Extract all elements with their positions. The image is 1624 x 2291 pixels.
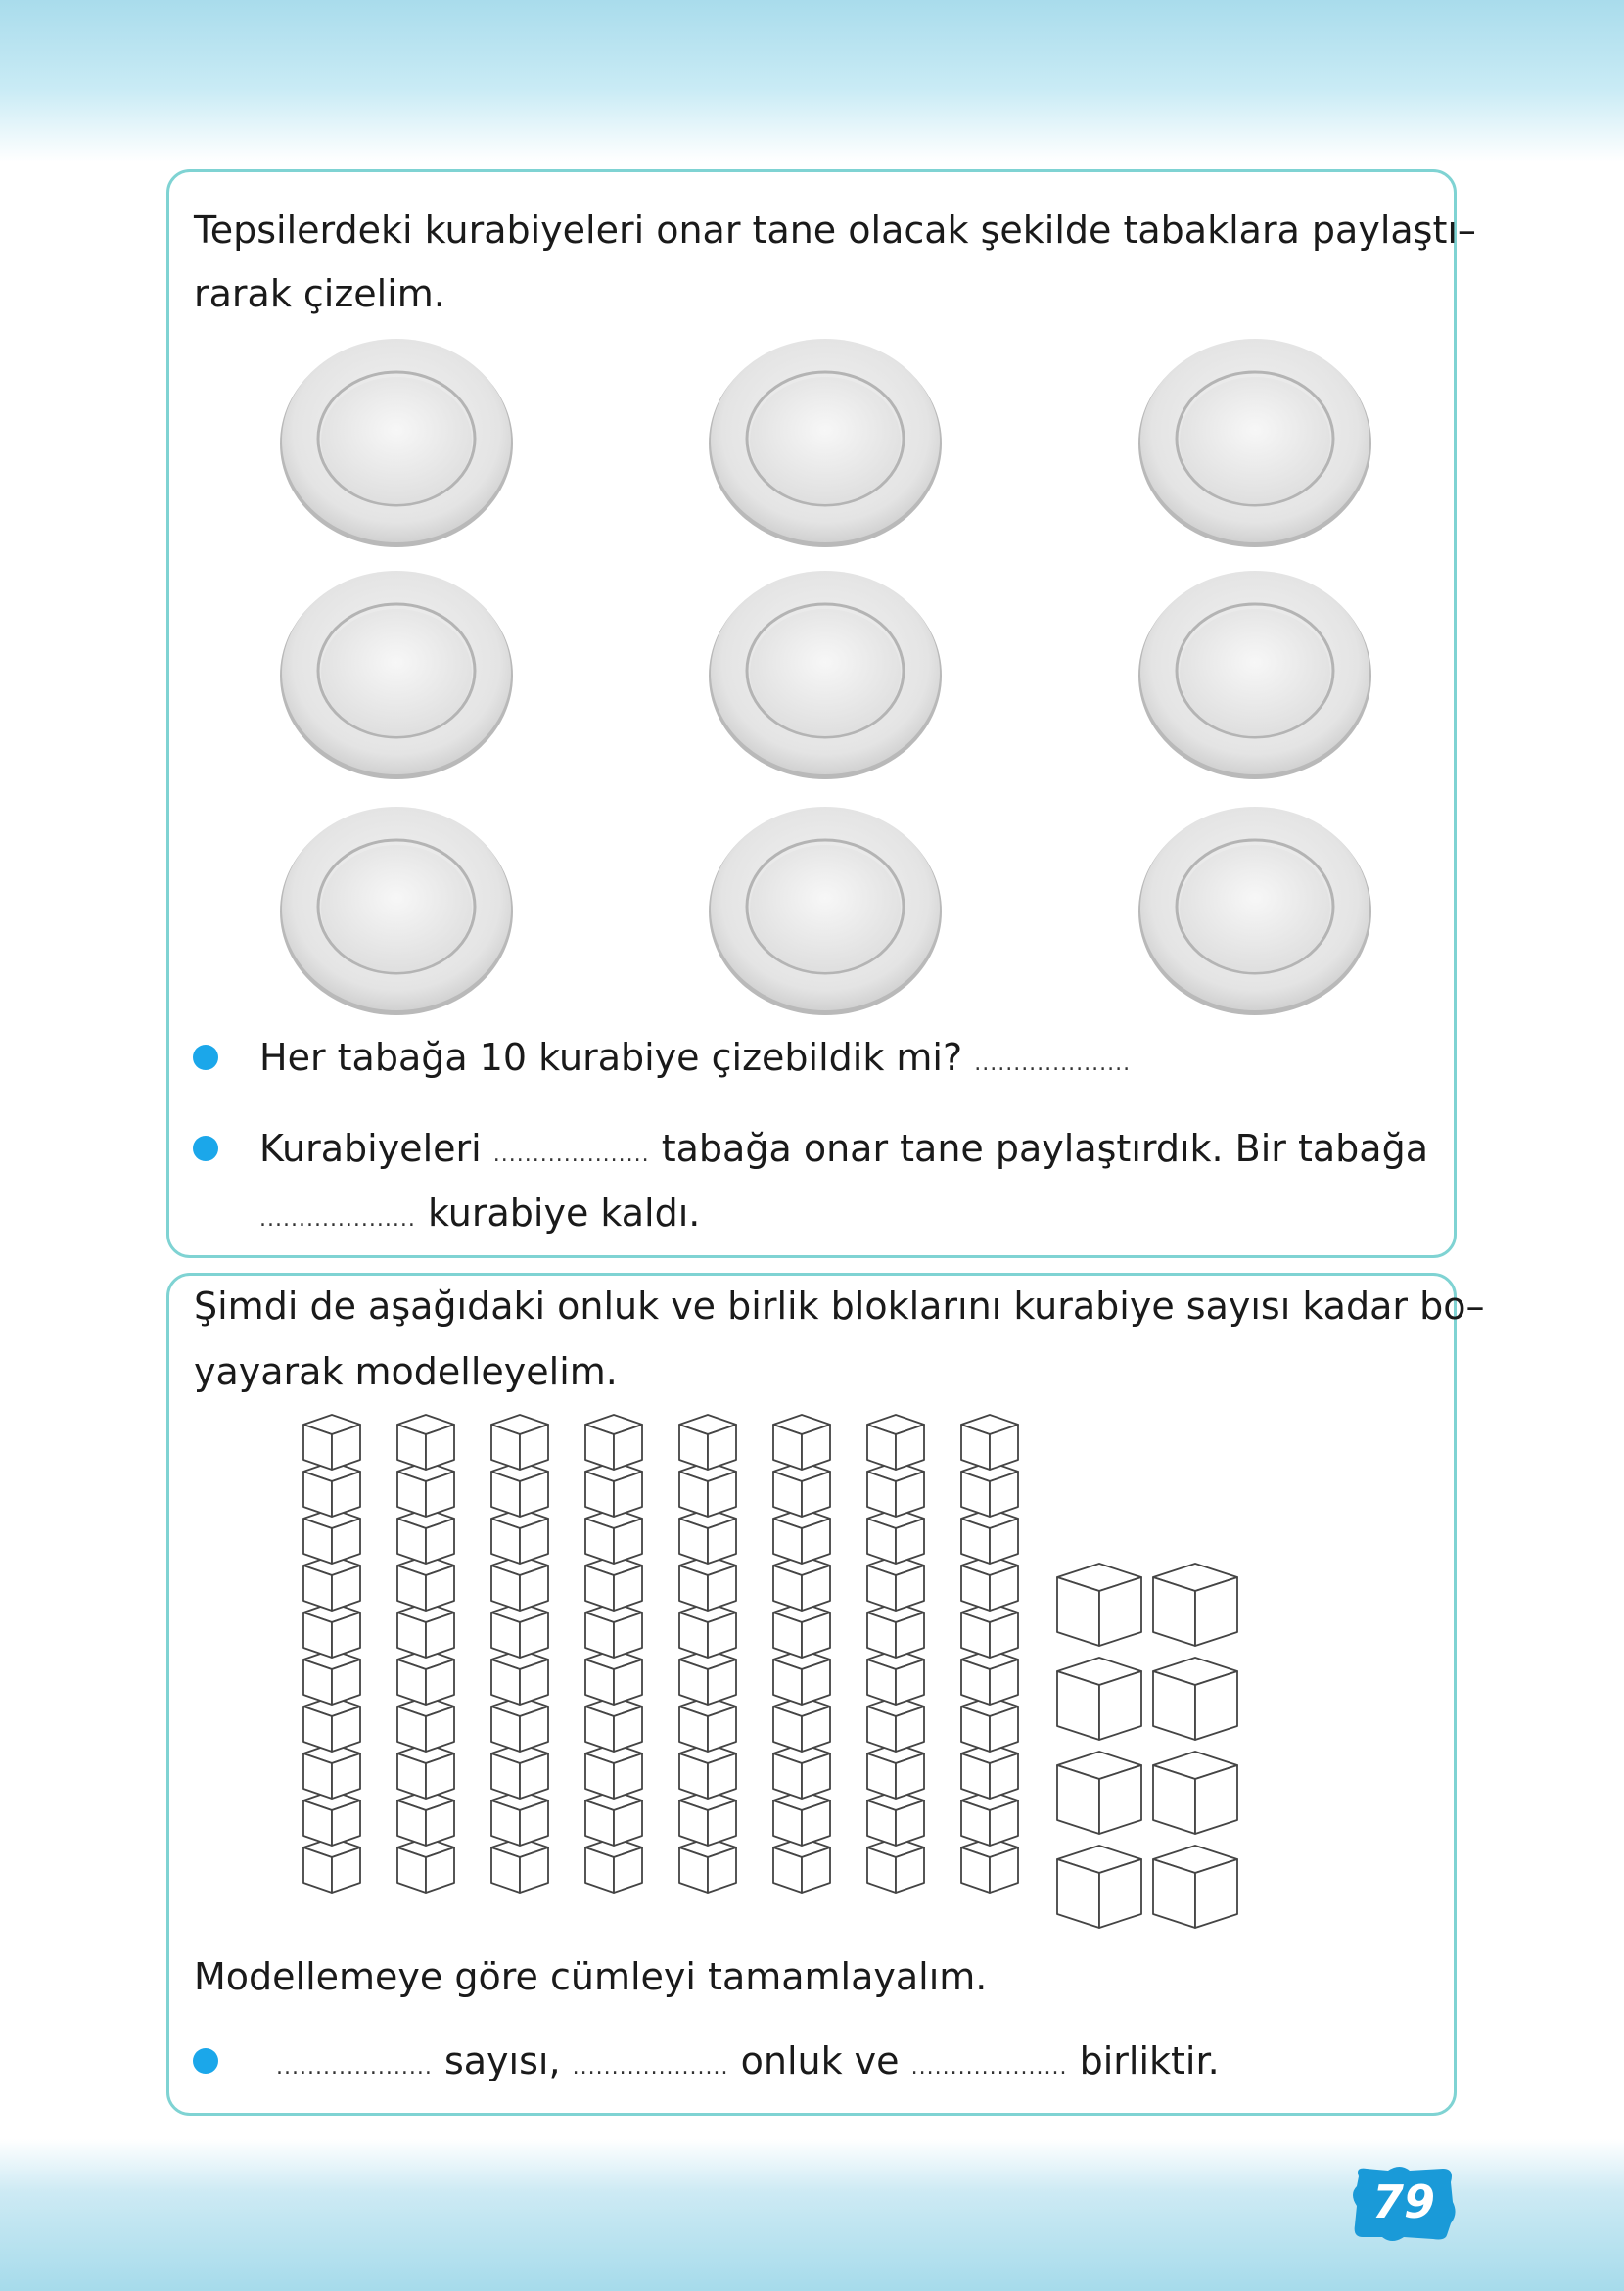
answer-blank[interactable]: .................... [910,2055,1068,2080]
rod-cube[interactable] [397,1415,454,1470]
plate-6[interactable] [1136,565,1374,782]
unit-cube-5[interactable] [1057,1752,1141,1834]
base-ten-blocks[interactable] [294,1405,1253,1939]
top-color-band [0,0,1624,162]
unit-cube-1[interactable] [1057,1564,1141,1646]
ten-rod-7[interactable] [867,1415,924,1893]
answer-blank[interactable]: .................... [492,1143,650,1167]
unit-cube-7[interactable] [1057,1846,1141,1928]
question-1 [259,1026,1131,1096]
unit-cube-2[interactable] [1153,1564,1237,1646]
rod-cube[interactable] [585,1415,642,1470]
sentence-part-3: birliktir. [1079,2039,1220,2082]
question-1-text: Her tabağa 10 kurabiye çizebildik mi? [259,1036,963,1079]
plate-5[interactable] [706,565,945,782]
ten-rod-3[interactable] [491,1415,548,1893]
question-2-part-2: tabağa onar tane paylaştırdık. Bir tabağa [661,1127,1428,1170]
ten-rod-2[interactable] [397,1415,454,1893]
plate-3[interactable] [1136,333,1374,550]
ten-rod-1[interactable] [303,1415,360,1893]
page-number: 79 [1371,2175,1435,2228]
answer-blank[interactable]: .................... [572,2055,729,2080]
bullet-icon [193,2048,218,2074]
instruction-line-1: Tepsilerdeki kurabiyeleri onar tane olacak şekilde tabaklara paylaştı– [194,209,1476,252]
plate-8[interactable] [706,801,945,1018]
plate-1[interactable] [277,333,516,550]
unit-cube-4[interactable] [1153,1658,1237,1740]
answer-blank[interactable]: .................... [259,1207,416,1232]
plate-7[interactable] [277,801,516,1018]
answer-blank[interactable]: .................... [974,1052,1132,1076]
rod-cube[interactable] [961,1415,1018,1470]
rod-cube[interactable] [491,1415,548,1470]
ten-rod-6[interactable] [773,1415,830,1893]
question-2-line-1 [259,1117,1428,1187]
answer-blank[interactable]: .................... [276,2055,433,2080]
instruction-line-2: rarak çizelim. [194,272,445,315]
question-2-part-1: Kurabiyeleri [259,1127,482,1170]
ten-rod-4[interactable] [585,1415,642,1893]
sentence-part-1: sayısı, [443,2039,561,2082]
question-2-part-3: kurabiye kaldı. [427,1192,701,1235]
plate-2[interactable] [706,333,945,550]
ten-rod-5[interactable] [679,1415,736,1893]
bullet-icon [193,1045,218,1070]
model-sentence [276,2030,1220,2099]
plate-9[interactable] [1136,801,1374,1018]
sentence-part-2: onluk ve [740,2039,900,2082]
ten-rod-8[interactable] [961,1415,1018,1893]
rod-cube[interactable] [867,1415,924,1470]
plate-4[interactable] [277,565,516,782]
bullet-icon [193,1136,218,1161]
rod-cube[interactable] [679,1415,736,1470]
complete-prompt: Modellemeye göre cümleyi tamamlayalım. [194,1955,988,1998]
question-2-line-2 [259,1182,700,1251]
unit-cube-3[interactable] [1057,1658,1141,1740]
rod-cube[interactable] [303,1415,360,1470]
unit-cube-6[interactable] [1153,1752,1237,1834]
unit-cube-8[interactable] [1153,1846,1237,1928]
instruction-line-4: yayarak modelleyelim. [194,1350,618,1393]
rod-cube[interactable] [773,1415,830,1470]
instruction-line-3: Şimdi de aşağıdaki onluk ve birlik bloklarını kurabiye sayısı kadar bo– [194,1285,1485,1328]
